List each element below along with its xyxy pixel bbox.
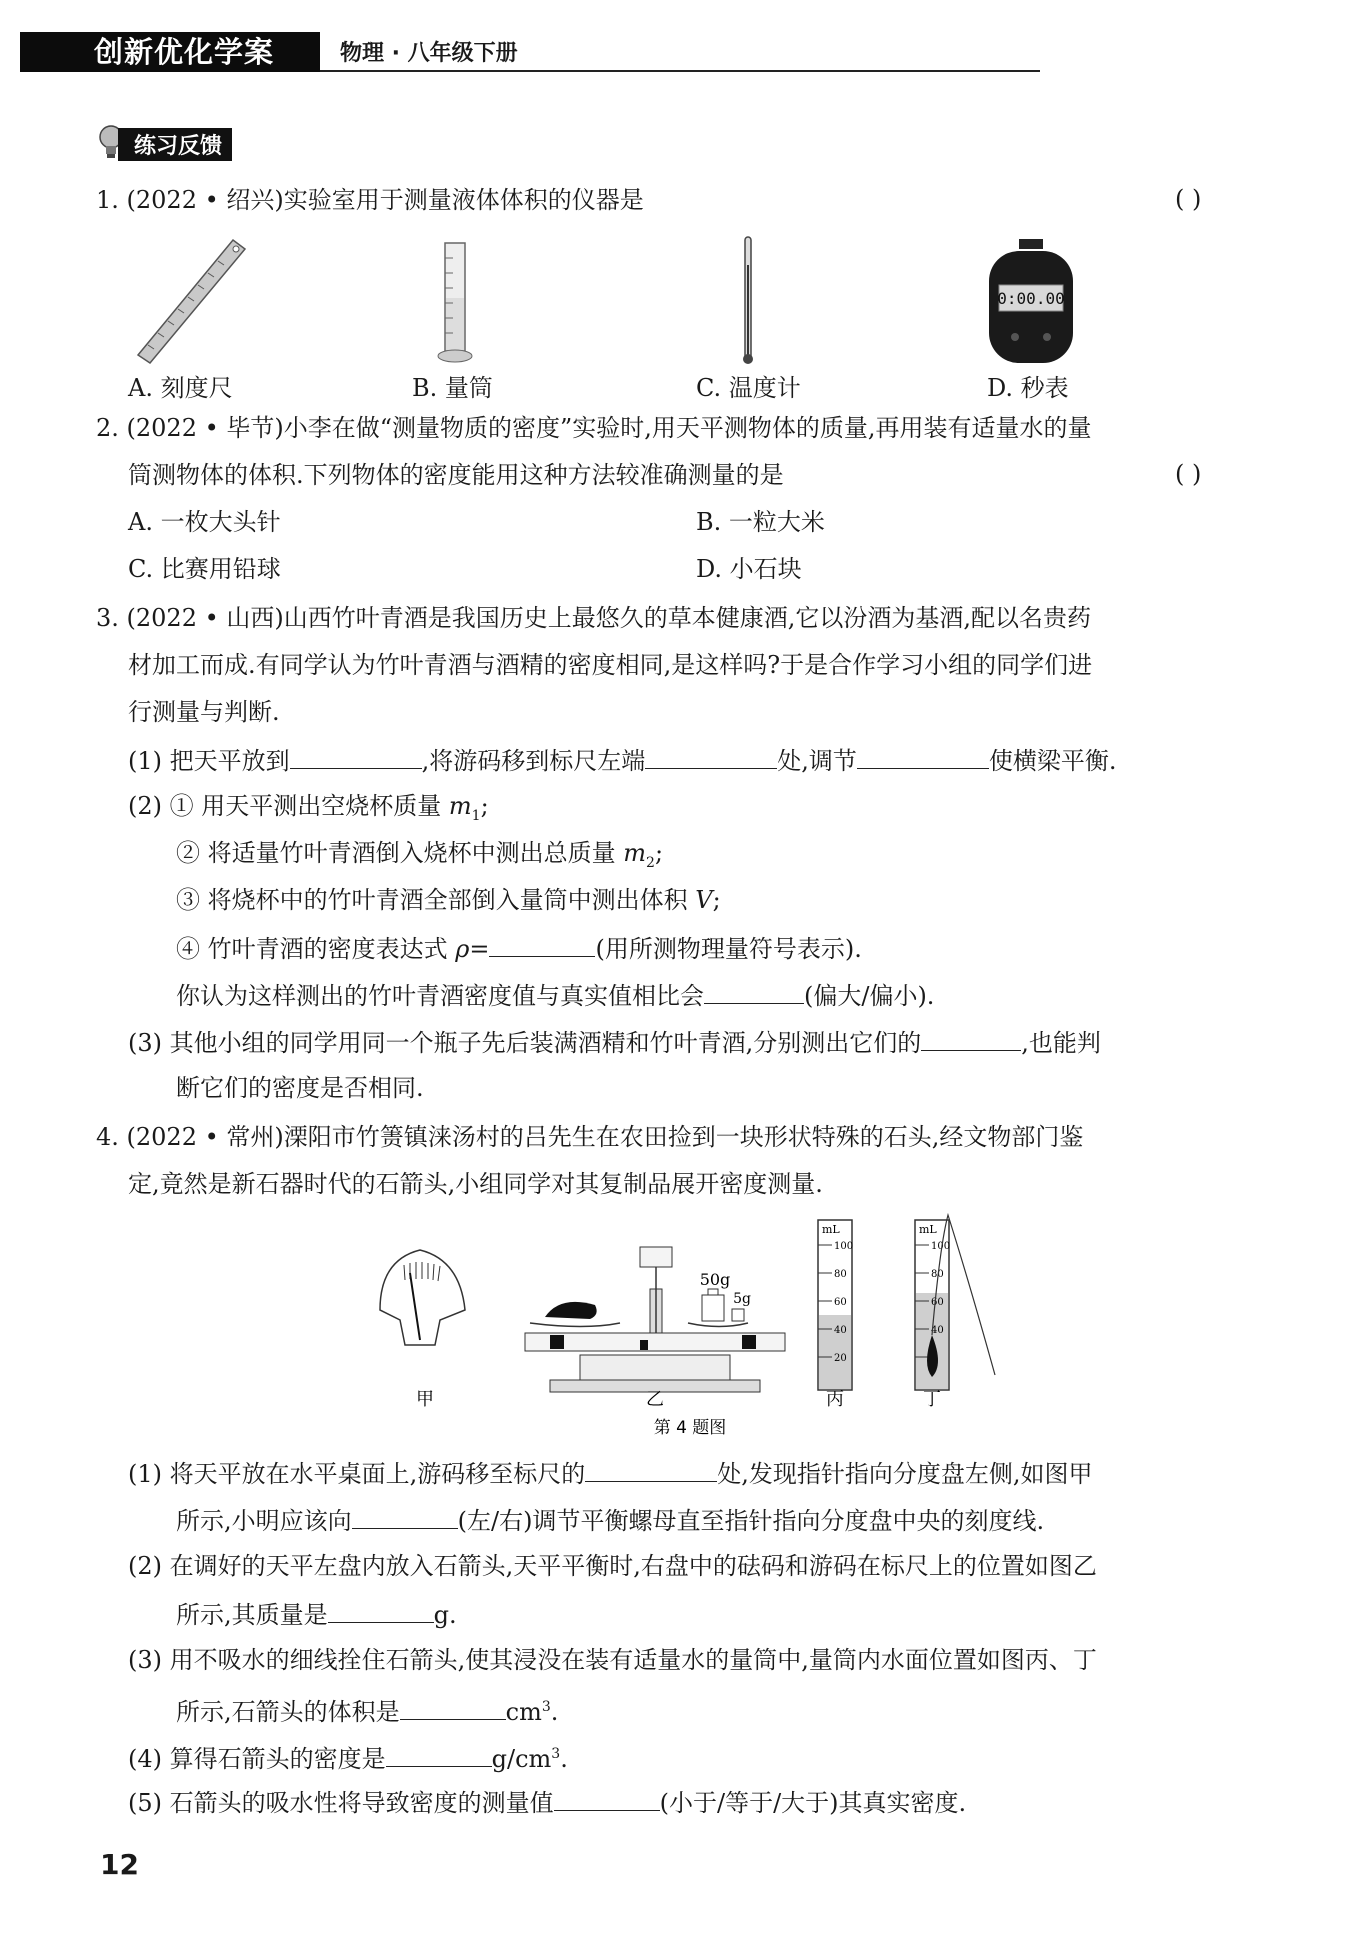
book-title: 创新优化学案 [20,32,320,72]
q4-blank-3[interactable] [328,1598,434,1623]
weight-5g-label: 5g [733,1291,751,1307]
q3-part2-step4: ④ 竹叶青酒的密度表达式 ρ= (用所测物理量符号表示). [176,932,862,964]
stopwatch-image [975,237,1087,369]
q3-part2-step3: ③ 将烧杯中的竹叶青酒全部倒入量筒中测出体积 V; [176,886,721,914]
q2-option-b[interactable]: B. 一粒大米 [696,508,825,536]
header-rule [320,70,1040,72]
q2-stem-line1: 2. (2022 • 毕节)小李在做“测量物质的密度”实验时,用天平测物体的质量,再用装有适量水的量 [96,414,1092,442]
cyl-tick: 40 [834,1325,847,1336]
cyl-tick: 100 [834,1241,854,1252]
cyl-tick: 80 [931,1269,944,1280]
section-label: 练习反馈 [118,128,232,161]
q3-blank-6[interactable] [921,1026,1021,1051]
thermometer-image [738,235,758,367]
q2-option-a[interactable]: A. 一枚大头针 [128,508,281,536]
cylinder-after-diagram [915,1215,995,1390]
q4-blank-5[interactable] [386,1742,492,1767]
q4-part2-cont: 所示,其质量是 g. [176,1598,457,1630]
q4-blank-6[interactable] [554,1786,660,1811]
stopwatch-display: 0:00.00 [997,289,1065,308]
fig-label-bing: 丙 [826,1389,844,1410]
balance-diagram [525,1247,785,1392]
ruler-image [128,235,248,365]
q1-option-c[interactable]: C. 温度计 [696,374,801,402]
q2-option-c[interactable]: C. 比赛用铅球 [128,555,281,583]
fig-label-yi: 乙 [646,1389,664,1410]
q3-blank-3[interactable] [857,744,989,769]
cyl-tick: 60 [931,1297,944,1308]
q3-stem-line2: 材加工而成.有同学认为竹叶青酒与酒精的密度相同,是这样吗?于是合作学习小组的同学们进 [128,651,1093,679]
q1-option-d[interactable]: D. 秒表 [987,374,1069,402]
page-header [20,32,1330,72]
q2-stem-line2: 筒测物体的体积.下列物体的密度能用这种方法较准确测量的是 [128,461,784,489]
q3-stem-line3: 行测量与判断. [128,698,280,726]
q1-stem: 1. (2022 • 绍兴)实验室用于测量液体体积的仪器是 [96,186,644,214]
dial-pointer-diagram [380,1250,465,1345]
cylinder-before-diagram [818,1220,853,1390]
q4-part3: (3) 用不吸水的细线拴住石箭头,使其浸没在装有适量水的量筒中,量筒内水面位置如图丙、丁 [128,1646,1097,1674]
q3-part1: (1) 把天平放到 ,将游码移到标尺左端 处,调节 使横梁平衡. [128,744,1117,776]
fig-label-ding: 丁 [923,1389,941,1410]
q4-part3-cont: 所示,石箭头的体积是 $cm^3$. [176,1692,558,1727]
q3-blank-4[interactable] [489,932,595,957]
cyl-tick: 60 [834,1297,847,1308]
q2-answer-paren[interactable]: ( ) [1175,460,1202,488]
q1-option-b[interactable]: B. 量筒 [412,374,493,402]
q3-blank-5[interactable] [704,979,804,1004]
q4-stem-line2: 定,竟然是新石器时代的石箭头,小组同学对其复制品展开密度测量. [128,1170,823,1198]
page-number: 12 [100,1848,139,1881]
figure-caption: 第 4 题图 [653,1418,727,1435]
q3-stem-line1: 3. (2022 • 山西)山西竹叶青酒是我国历史上最悠久的草本健康酒,它以汾酒为基酒,配以名贵药 [96,604,1092,632]
q3-blank-1[interactable] [290,744,422,769]
cyl-unit-ding: mL [919,1223,937,1236]
q3-part2-step1: (2) ① 用天平测出空烧杯质量 $m_1$; [128,792,489,824]
q4-part1-cont: 所示,小明应该向 (左/右)调节平衡螺母直至指针指向分度盘中央的刻度线. [176,1504,1044,1536]
q3-part3: (3) 其他小组的同学用同一个瓶子先后装满酒精和竹叶青酒,分别测出它们的 ,也能判 [128,1026,1101,1058]
q4-part5: (5) 石箭头的吸水性将导致密度的测量值 (小于/等于/大于)其真实密度. [128,1786,966,1818]
q4-stem-line1: 4. (2022 • 常州)溧阳市竹箦镇涞汤村的吕先生在农田捡到一块形状特殊的石头,经文物部门鉴 [96,1123,1084,1151]
cyl-tick: 80 [834,1269,847,1280]
q2-option-d[interactable]: D. 小石块 [696,555,802,583]
q1-option-a[interactable]: A. 刻度尺 [128,374,233,402]
q4-blank-1[interactable] [585,1457,717,1482]
q3-part3-cont: 断它们的密度是否相同. [176,1074,424,1102]
fig-label-jia: 甲 [416,1389,434,1410]
cyl-tick: 20 [834,1353,847,1364]
q4-blank-4[interactable] [400,1695,506,1720]
q4-part1: (1) 将天平放在水平桌面上,游码移至标尺的 处,发现指针指向分度盘左侧,如图甲 [128,1457,1093,1489]
q4-part2: (2) 在调好的天平左盘内放入石箭头,天平平衡时,右盘中的砝码和游码在标尺上的位置如图乙 [128,1552,1097,1580]
cyl-tick: 40 [931,1325,944,1336]
cyl-tick: 100 [931,1241,951,1252]
graduated-cylinder-image [435,238,475,366]
cyl-unit-bing: mL [822,1223,840,1236]
q1-answer-paren[interactable]: ( ) [1175,185,1202,213]
q3-part2-step2: ② 将适量竹叶青酒倒入烧杯中测出总质量 $m_2$; [176,839,664,871]
q3-blank-2[interactable] [645,744,777,769]
q4-blank-2[interactable] [352,1504,458,1529]
q4-part4: (4) 算得石箭头的密度是 $g/cm^3$. [128,1739,568,1774]
weight-50g-label: 50g [699,1270,731,1289]
q4-figure [370,1205,1010,1435]
subject-label: 物理 · 八年级下册 [340,41,518,66]
q3-part2-comment: 你认为这样测出的竹叶青酒密度值与真实值相比会 (偏大/偏小). [176,979,934,1011]
